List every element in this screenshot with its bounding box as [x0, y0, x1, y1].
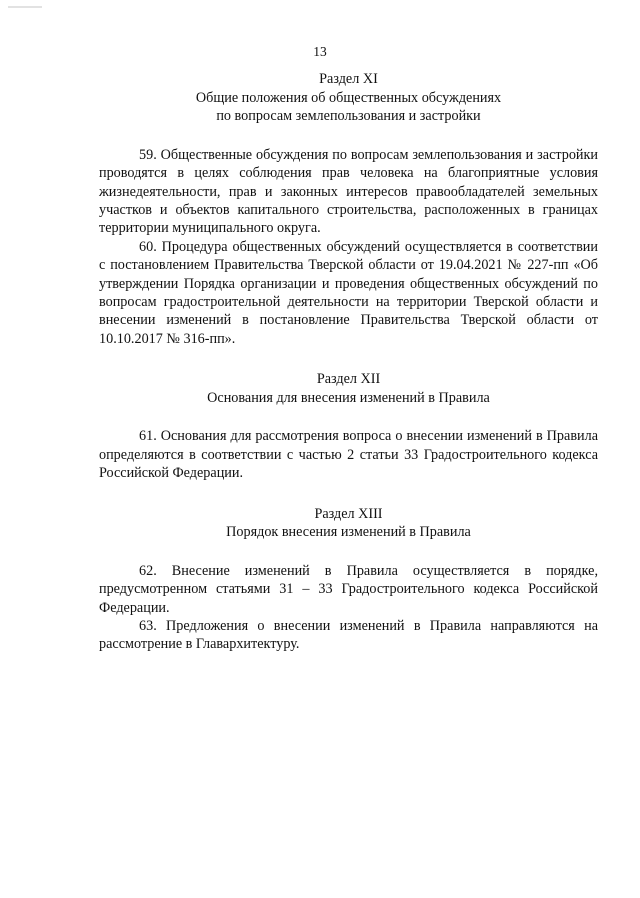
section-11-header	[99, 70, 598, 126]
scan-artifact	[8, 6, 42, 8]
section-13-title-line-1: Порядок внесения изменений в Правила	[226, 524, 471, 541]
section-11-heading: Раздел XI	[319, 71, 378, 87]
section-11-title-line-2: по вопросам землепользования и застройки	[216, 108, 481, 125]
paragraph-60: 60. Процедура общественных обсуждений осуществляется в соответствии с постановлением Правительства Тверской области от 19.04.2021 № 227-пп «Об утверждении Порядка организации и проведения общественных обсуждений по вопросам градостроительной деятельности на территории Тверской области и внесении изменений в постановление Правительства Тверской области от 10.10.2017 № 316-пп».	[99, 238, 598, 347]
section-13-header	[99, 505, 598, 542]
paragraph-59: 59. Общественные обсуждения по вопросам землепользования и застройки проводятся в целях соблюдения прав человека на благоприятные условия жизнедеятельности, прав и законных интересов правообладателей земельных участков и объектов капитального строительства, расположенных в границах территории муниципального округа.	[99, 146, 598, 237]
page-number: 13	[313, 44, 327, 59]
section-11-title-line-1: Общие положения об общественных обсуждениях	[195, 89, 502, 106]
section-12-title-line-1: Основания для внесения изменений в Правила	[207, 389, 490, 406]
document-body	[99, 70, 598, 654]
section-12-header	[99, 370, 598, 407]
section-13-heading: Раздел XIII	[314, 505, 383, 522]
paragraph-62: 62. Внесение изменений в Правила осуществляется в порядке, предусмотренном статьями 31 – 33 Градостроительного кодекса Российской Федерации.	[99, 562, 598, 616]
paragraph-63: 63. Предложения о внесении изменений в Правила направляются на рассмотрение в Главархитектуру.	[99, 618, 598, 653]
section-12-heading: Раздел XII	[316, 371, 381, 388]
paragraph-61: 61. Основания для рассмотрения вопроса о внесении изменений в Правила определяются в соответствии с частью 2 статьи 33 Градостроительного кодекса Российской Федерации.	[99, 428, 598, 482]
